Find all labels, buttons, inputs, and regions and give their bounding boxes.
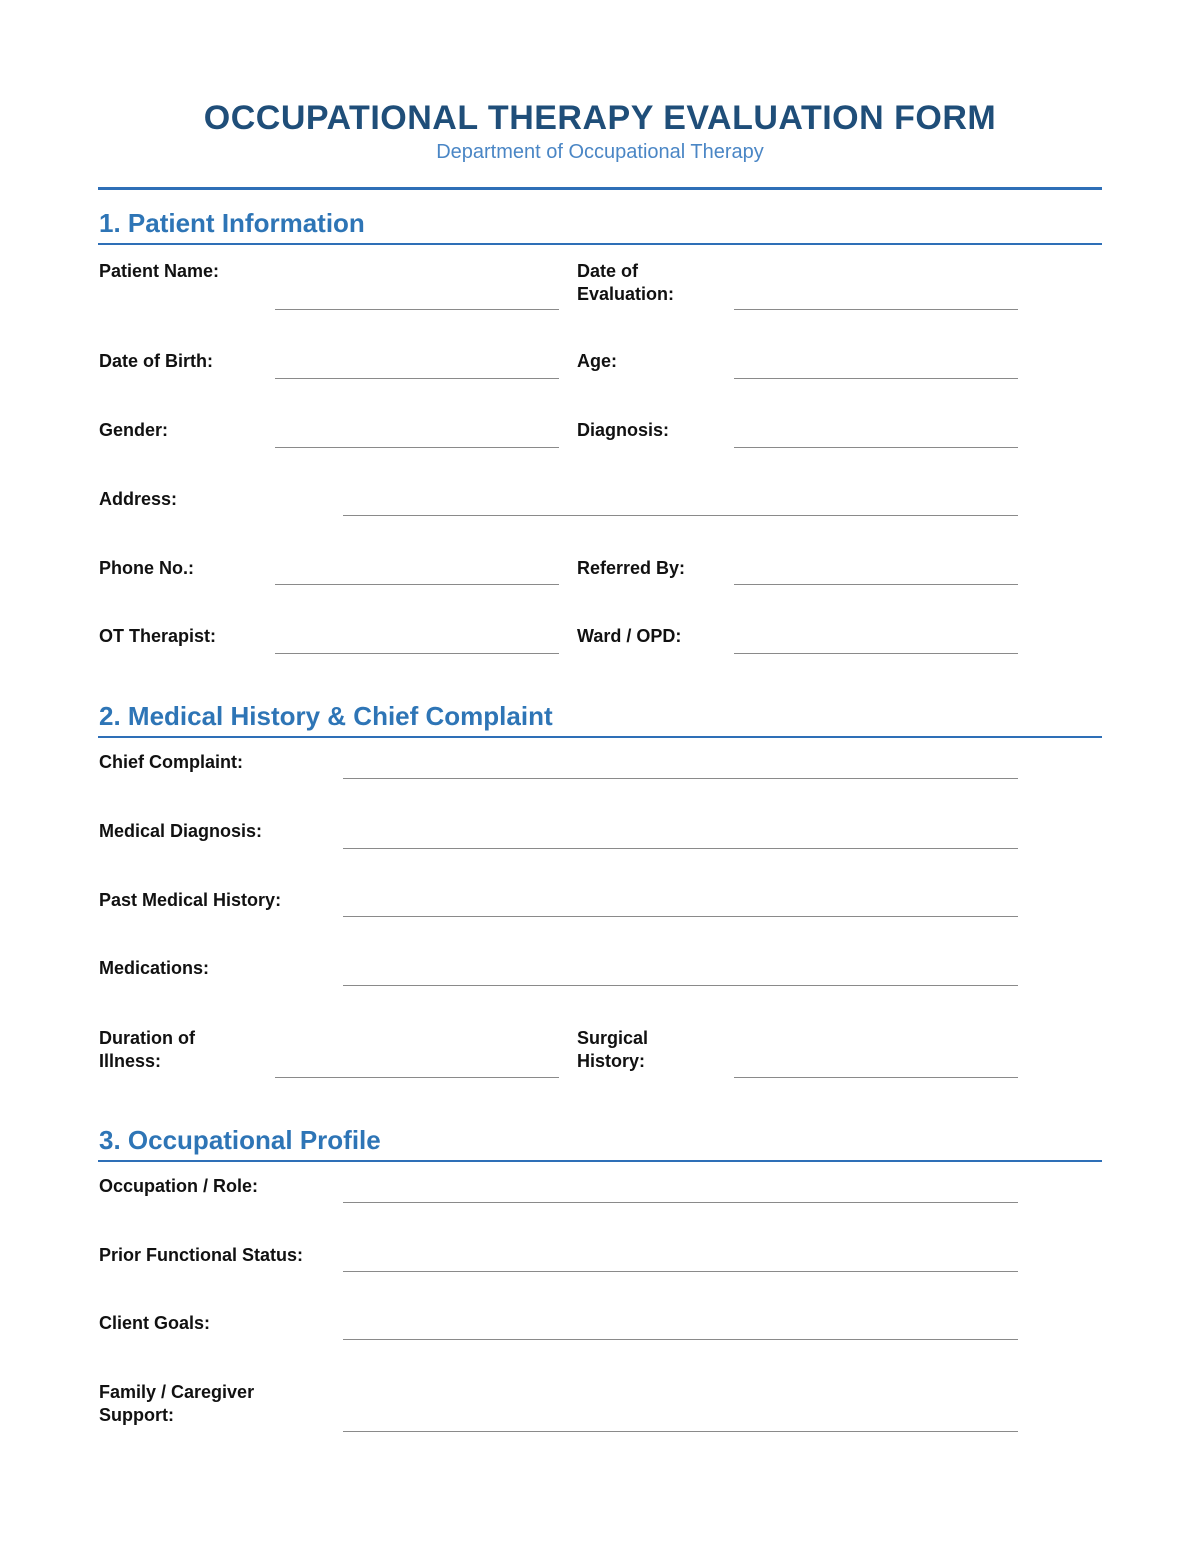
duration-of-illness-field[interactable]: [275, 1077, 559, 1078]
chief-complaint-field[interactable]: [343, 778, 1018, 779]
address-field[interactable]: [343, 515, 1018, 516]
ward-opd-label: Ward / OPD:: [577, 626, 682, 646]
form-title: OCCUPATIONAL THERAPY EVALUATION FORM: [203, 99, 997, 137]
diagnosis-label: Diagnosis:: [577, 420, 670, 440]
medical-diagnosis-field[interactable]: [343, 848, 1018, 849]
date-of-birth-field[interactable]: [275, 378, 559, 379]
surgical-history-field[interactable]: [734, 1077, 1018, 1078]
family-caregiver-support-label: Family / Caregiver Support:: [99, 1382, 255, 1425]
prior-functional-status-field[interactable]: [343, 1271, 1018, 1272]
past-medical-history-field[interactable]: [343, 916, 1018, 917]
gender-label: Gender:: [99, 420, 169, 440]
client-goals-field[interactable]: [343, 1339, 1018, 1340]
gender-field[interactable]: [275, 447, 559, 448]
past-medical-history-label: Past Medical History:: [99, 890, 282, 910]
ward-opd-field[interactable]: [734, 653, 1018, 654]
ot-therapist-label: OT Therapist:: [99, 626, 217, 646]
form-subtitle: Department of Occupational Therapy: [436, 141, 764, 163]
age-field[interactable]: [734, 378, 1018, 379]
section-heading: 1. Patient Information: [99, 208, 365, 238]
address-label: Address:: [99, 489, 178, 509]
section-heading: 2. Medical History & Chief Complaint: [99, 701, 553, 731]
client-goals-label: Client Goals:: [99, 1313, 211, 1333]
medications-label: Medications:: [99, 958, 210, 978]
medications-field[interactable]: [343, 985, 1018, 986]
phone-field[interactable]: [275, 584, 559, 585]
header-divider: [98, 187, 1102, 190]
family-caregiver-support-field[interactable]: [343, 1431, 1018, 1432]
duration-of-illness-label: Duration of Illness:: [99, 1028, 195, 1071]
section-medical-history: [98, 698, 1102, 738]
chief-complaint-label: Chief Complaint:: [99, 752, 243, 772]
section-occupational-profile: [98, 1122, 1102, 1162]
patient-name-field[interactable]: [275, 309, 559, 310]
medical-diagnosis-label: Medical Diagnosis:: [99, 821, 263, 841]
diagnosis-field[interactable]: [734, 447, 1018, 448]
surgical-history-label: Surgical History:: [577, 1028, 649, 1071]
phone-label: Phone No.:: [99, 558, 194, 578]
prior-functional-status-label: Prior Functional Status:: [99, 1245, 304, 1265]
occupation-role-field[interactable]: [343, 1202, 1018, 1203]
section-patient-information: [98, 205, 1102, 245]
age-label: Age:: [577, 351, 617, 371]
date-of-birth-label: Date of Birth:: [99, 351, 213, 371]
ot-therapist-field[interactable]: [275, 653, 559, 654]
date-of-evaluation-label: Date of Evaluation:: [577, 261, 675, 304]
patient-name-label: Patient Name:: [99, 261, 220, 281]
date-of-evaluation-field[interactable]: [734, 309, 1018, 310]
referred-by-field[interactable]: [734, 584, 1018, 585]
referred-by-label: Referred By:: [577, 558, 686, 578]
section-heading: 3. Occupational Profile: [99, 1125, 381, 1155]
occupation-role-label: Occupation / Role:: [99, 1176, 259, 1196]
